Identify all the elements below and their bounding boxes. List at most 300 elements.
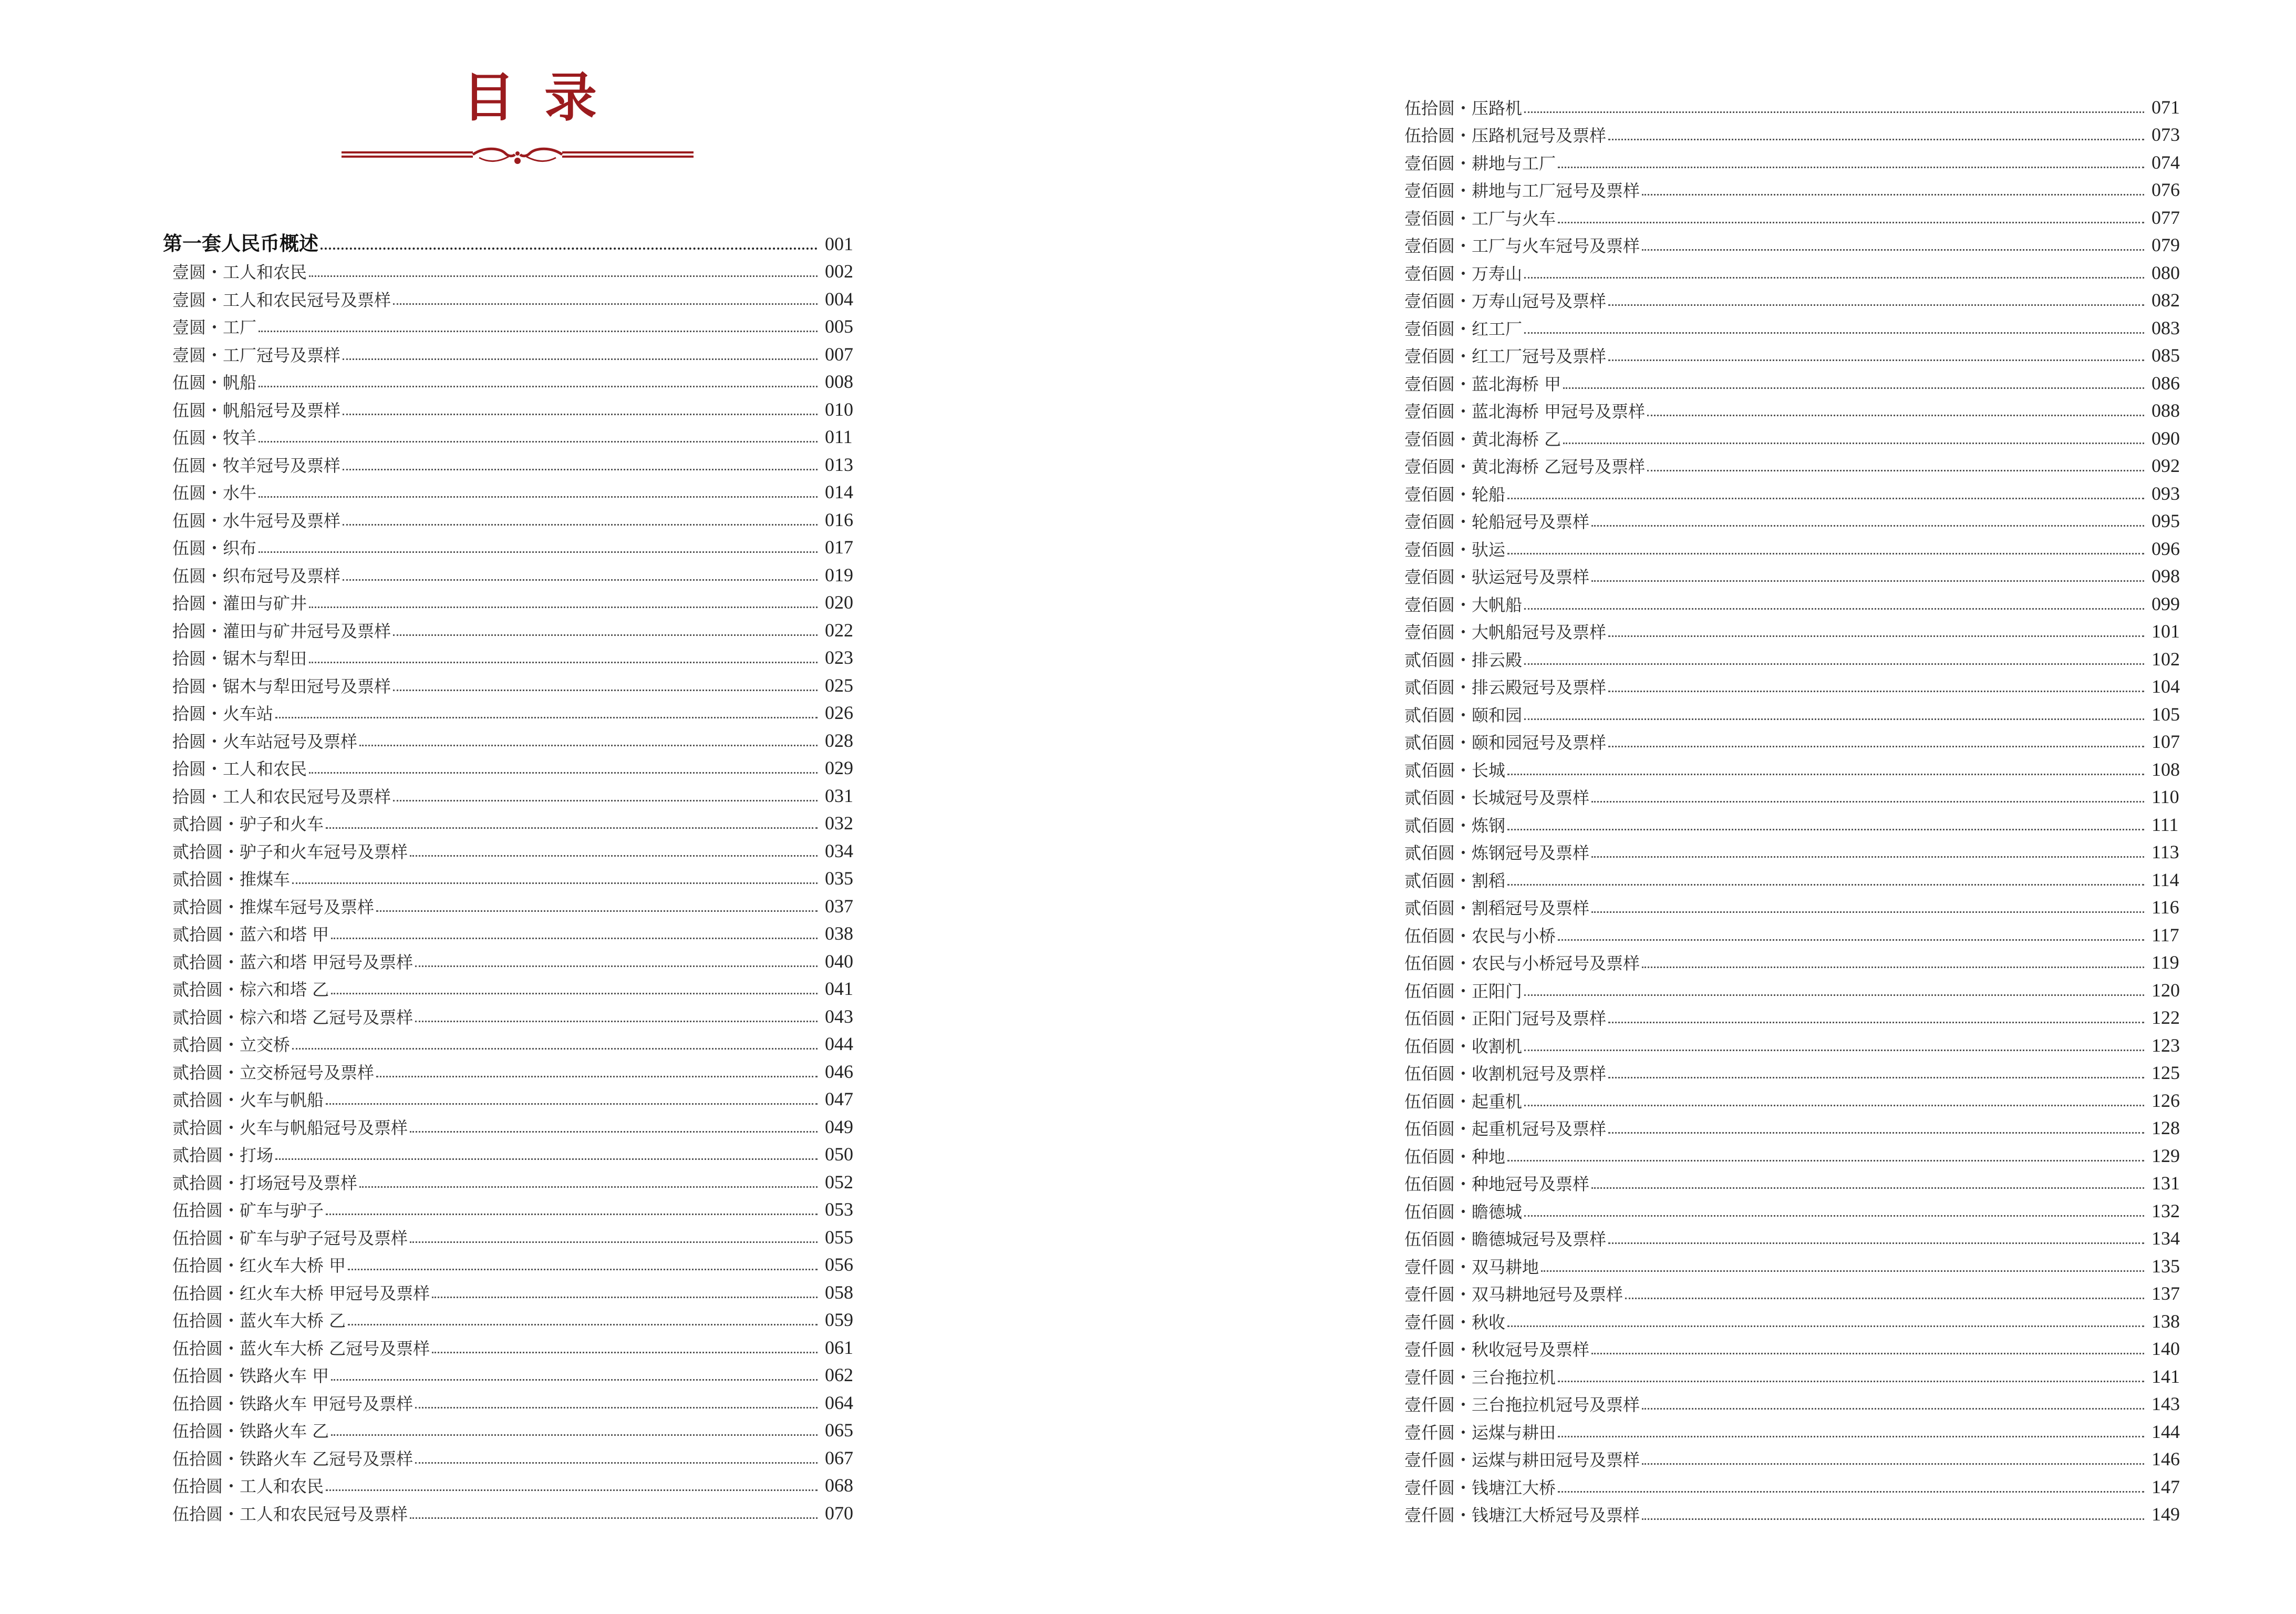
toc-entry-title: 伍拾圆・工人和农民: [172, 1476, 324, 1496]
toc-entry-page-number: 026: [825, 702, 853, 723]
toc-entry[interactable]: [163, 1000, 883, 1027]
toc-entry-title: 贰拾圆・立交桥: [172, 1035, 291, 1055]
toc-entry[interactable]: [1395, 587, 2209, 615]
toc-entry[interactable]: [163, 862, 883, 890]
toc-entry-page-number: 031: [825, 785, 853, 806]
dot-leader: [1591, 856, 2144, 858]
toc-entry-page-number: 020: [825, 592, 853, 613]
dot-leader: [1591, 1353, 2144, 1354]
toc-entry-title: 壹佰圆・黄北海桥 乙: [1404, 429, 1561, 449]
toc-entry[interactable]: [163, 889, 883, 917]
toc-entry[interactable]: [1395, 1360, 2209, 1387]
toc-entry[interactable]: [163, 255, 883, 283]
dot-leader: [292, 882, 818, 884]
dot-leader: [309, 662, 818, 663]
toc-entry-title: 伍佰圆・种地冠号及票样: [1404, 1174, 1590, 1194]
toc-entry-page-number: 137: [2152, 1283, 2180, 1304]
toc-entry[interactable]: [1395, 1332, 2209, 1360]
toc-entry[interactable]: [1395, 1167, 2209, 1195]
toc-entry[interactable]: [163, 724, 883, 752]
toc-entry[interactable]: [163, 972, 883, 1000]
toc-entry[interactable]: [163, 310, 883, 338]
toc-entry[interactable]: [1395, 918, 2209, 946]
toc-entry-page-number: 077: [2152, 207, 2180, 228]
toc-entry-title: 伍拾圆・蓝火车大桥 乙冠号及票样: [172, 1338, 430, 1359]
dot-leader: [1524, 111, 2144, 113]
dot-leader: [1591, 801, 2144, 803]
toc-entry[interactable]: [163, 1303, 883, 1331]
dot-leader: [1608, 1077, 2144, 1078]
toc-entry-title: 伍佰圆・种地: [1404, 1146, 1506, 1167]
toc-entry[interactable]: [1395, 891, 2209, 919]
toc-entry[interactable]: [1395, 256, 2209, 284]
dot-leader: [1608, 1132, 2144, 1134]
toc-entry[interactable]: [1395, 1029, 2209, 1056]
toc-entry[interactable]: [163, 1469, 883, 1497]
toc-entry-page-number: 062: [825, 1364, 853, 1385]
toc-entry-page-number: 080: [2152, 262, 2180, 283]
toc-entry[interactable]: [1395, 394, 2209, 422]
dot-leader: [410, 1131, 818, 1133]
toc-entry[interactable]: [163, 696, 883, 724]
toc-entry[interactable]: [1395, 1277, 2209, 1305]
dot-leader: [292, 1048, 818, 1050]
dot-leader: [1608, 1242, 2144, 1244]
dot-leader: [1507, 498, 2144, 499]
dot-leader: [1591, 911, 2144, 913]
dot-leader: [1507, 884, 2144, 886]
toc-entry[interactable]: [163, 337, 883, 365]
toc-entry-title: 伍拾圆・蓝火车大桥 乙: [172, 1311, 346, 1331]
dot-leader: [410, 1517, 818, 1519]
toc-entry[interactable]: [1395, 780, 2209, 808]
toc-entry-title: 贰佰圆・颐和园: [1404, 705, 1523, 725]
toc-entry-title: 伍拾圆・压路机: [1404, 98, 1523, 118]
toc-entry[interactable]: [1395, 615, 2209, 643]
toc-entry[interactable]: [1395, 90, 2209, 118]
dot-leader: [410, 855, 818, 857]
toc-entry-page-number: 029: [825, 757, 853, 778]
toc-entry-title: 贰拾圆・驴子和火车冠号及票样: [172, 841, 408, 862]
dot-leader: [1558, 939, 2144, 941]
toc-entry-title: 拾圆・火车站冠号及票样: [172, 731, 358, 752]
dot-leader: [393, 800, 818, 801]
toc-entry-title: 伍圆・织布: [172, 538, 257, 558]
dot-leader: [275, 1158, 818, 1160]
toc-entry[interactable]: [163, 282, 883, 310]
dot-leader: [1608, 746, 2144, 747]
toc-entry[interactable]: [163, 1110, 883, 1138]
toc-entry-page-number: 122: [2152, 1007, 2180, 1028]
toc-entry[interactable]: [1395, 477, 2209, 505]
toc-entry-title: 壹仟圆・双马耕地冠号及票样: [1404, 1284, 1623, 1304]
toc-entry-title: 伍拾圆・铁路火车 甲冠号及票样: [172, 1393, 413, 1414]
toc-entry[interactable]: [1395, 1222, 2209, 1250]
dot-leader: [1563, 387, 2144, 389]
toc-entry-title: 伍拾圆・压路机冠号及票样: [1404, 126, 1607, 146]
toc-entry-page-number: 025: [825, 674, 853, 696]
toc-entry-title: 贰拾圆・火车与帆船: [172, 1090, 324, 1110]
toc-entry-page-number: 085: [2152, 345, 2180, 366]
toc-entry-title: 壹佰圆・驮运冠号及票样: [1404, 567, 1590, 587]
toc-entry-title: 拾圆・灌田与矿井冠号及票样: [172, 621, 391, 641]
toc-entry-title: 贰佰圆・排云殿冠号及票样: [1404, 677, 1607, 697]
toc-entry-page-number: 119: [2152, 952, 2179, 973]
dot-leader: [432, 1352, 818, 1353]
dot-leader: [1541, 1270, 2144, 1272]
toc-entry-title: 拾圆・工人和农民: [172, 759, 307, 779]
toc-entry-title: 贰拾圆・打场冠号及票样: [172, 1173, 358, 1193]
toc-entry[interactable]: [1395, 670, 2209, 698]
toc-entry[interactable]: [1395, 753, 2209, 780]
dot-leader: [1558, 222, 2144, 223]
toc-entry-title: 第一套人民币概述: [163, 231, 318, 255]
toc-entry-page-number: 065: [825, 1420, 853, 1441]
toc-entry-page-number: 046: [825, 1061, 853, 1082]
toc-entry[interactable]: [163, 1331, 883, 1359]
toc-entry-title: 拾圆・工人和农民冠号及票样: [172, 786, 391, 807]
toc-entry-title: 贰拾圆・驴子和火车: [172, 814, 324, 834]
toc-entry[interactable]: [163, 448, 883, 476]
toc-entry-page-number: 083: [2152, 317, 2180, 338]
toc-entry[interactable]: [1395, 1304, 2209, 1332]
toc-entry-title: 壹仟圆・运煤与耕田: [1404, 1422, 1556, 1443]
toc-entry[interactable]: [1395, 505, 2209, 532]
toc-entry-page-number: 146: [2152, 1448, 2180, 1469]
title-flourish-ornament: [342, 145, 694, 166]
dot-leader: [1524, 663, 2144, 665]
dot-leader: [258, 496, 818, 498]
toc-entry[interactable]: [1395, 697, 2209, 725]
dot-leader: [1507, 829, 2144, 830]
toc-entry-page-number: 070: [825, 1502, 853, 1524]
toc-entry[interactable]: [163, 1138, 883, 1166]
toc-entry[interactable]: [163, 420, 883, 448]
dot-leader: [1507, 1325, 2144, 1327]
toc-entry-title: 壹仟圆・运煤与耕田冠号及票样: [1404, 1450, 1640, 1470]
toc-entry-title: 壹佰圆・红工厂冠号及票样: [1404, 346, 1607, 366]
toc-entry-page-number: 138: [2152, 1310, 2180, 1332]
toc-entry-title: 贰佰圆・割稻冠号及票样: [1404, 898, 1590, 918]
dot-leader: [331, 1434, 818, 1436]
dot-leader: [1608, 691, 2144, 692]
toc-entry-title: 伍圆・牧羊冠号及票样: [172, 455, 341, 476]
toc-entry-title: 伍圆・帆船: [172, 373, 257, 393]
toc-entry-title: 贰佰圆・颐和园冠号及票样: [1404, 733, 1607, 753]
toc-entry-page-number: 093: [2152, 482, 2180, 504]
toc-entry[interactable]: [1395, 284, 2209, 312]
toc-entry-title: 壹佰圆・红工厂: [1404, 318, 1523, 339]
dot-leader: [410, 1241, 818, 1243]
toc-entry[interactable]: [1395, 229, 2209, 256]
dot-leader: [359, 1186, 818, 1188]
toc-entry-page-number: 107: [2152, 731, 2180, 752]
toc-entry-page-number: 144: [2152, 1421, 2180, 1442]
toc-entry-title: 壹佰圆・耕地与工厂冠号及票样: [1404, 181, 1640, 201]
toc-entry[interactable]: [1395, 725, 2209, 753]
page-title: 目录: [462, 66, 626, 128]
dot-leader: [258, 386, 818, 387]
dot-leader: [348, 1324, 818, 1325]
toc-entry[interactable]: [1395, 339, 2209, 367]
toc-entry-title: 贰佰圆・排云殿: [1404, 650, 1523, 670]
toc-entry-page-number: 061: [825, 1337, 853, 1358]
dot-leader: [1642, 194, 2144, 196]
toc-entry[interactable]: [163, 365, 883, 393]
toc-entry-page-number: 143: [2152, 1393, 2180, 1414]
toc-entry[interactable]: [1395, 1470, 2209, 1498]
toc-entry-title: 贰拾圆・棕六和塔 乙冠号及票样: [172, 1007, 413, 1027]
toc-entry[interactable]: [163, 1055, 883, 1083]
toc-entry-title: 壹圆・工人和农民: [172, 262, 307, 282]
toc-entry[interactable]: [163, 558, 883, 586]
toc-entry[interactable]: [1395, 1056, 2209, 1084]
toc-entry[interactable]: [1395, 1415, 2209, 1443]
toc-entry[interactable]: [163, 1441, 883, 1469]
toc-entry[interactable]: [1395, 422, 2209, 449]
toc-entry[interactable]: [163, 476, 883, 503]
dot-leader: [1524, 1050, 2144, 1051]
dot-leader: [1642, 1408, 2144, 1410]
toc-entry[interactable]: [1395, 946, 2209, 974]
toc-entry[interactable]: [1395, 118, 2209, 146]
toc-entry-page-number: 034: [825, 840, 853, 861]
toc-entry-page-number: 058: [825, 1281, 853, 1303]
toc-entry-title: 伍圆・帆船冠号及票样: [172, 400, 341, 420]
dot-leader: [320, 248, 818, 250]
dot-leader: [348, 1269, 818, 1270]
toc-entry[interactable]: [1395, 366, 2209, 394]
toc-entry[interactable]: [1395, 1194, 2209, 1222]
dot-leader: [1558, 1436, 2144, 1437]
toc-entry-title: 壹佰圆・大帆船冠号及票样: [1404, 622, 1607, 642]
toc-entry-title: 壹佰圆・工厂与火车冠号及票样: [1404, 236, 1640, 256]
toc-entry-title: 壹圆・工人和农民冠号及票样: [172, 290, 391, 310]
toc-entry-page-number: 011: [825, 426, 853, 447]
toc-entry[interactable]: [163, 1220, 883, 1248]
toc-entry-page-number: 047: [825, 1088, 853, 1109]
dot-leader: [1558, 1491, 2144, 1493]
toc-entry[interactable]: [1395, 449, 2209, 477]
dot-leader: [376, 1076, 818, 1077]
toc-entry-page-number: 004: [825, 288, 853, 310]
dot-leader: [343, 524, 818, 526]
toc-entry[interactable]: [163, 1386, 883, 1414]
toc-entry-page-number: 147: [2152, 1476, 2180, 1497]
dot-leader: [1524, 277, 2144, 279]
toc-entry[interactable]: [163, 917, 883, 945]
toc-section-entry[interactable]: [163, 227, 883, 255]
dot-leader: [1625, 1298, 2144, 1299]
toc-entry-page-number: 092: [2152, 455, 2180, 476]
toc-entry[interactable]: [1395, 808, 2209, 836]
dot-leader: [1591, 1187, 2144, 1189]
toc-entry-title: 拾圆・锯木与犁田: [172, 649, 307, 669]
toc-entry-title: 壹佰圆・轮船: [1404, 484, 1506, 505]
toc-entry-page-number: 134: [2152, 1228, 2180, 1249]
dot-leader: [331, 1379, 818, 1381]
toc-entry-title: 伍佰圆・农民与小桥: [1404, 926, 1556, 946]
toc-entry-title: 拾圆・灌田与矿井: [172, 593, 307, 613]
toc-entry-page-number: 123: [2152, 1034, 2180, 1056]
toc-entry[interactable]: [1395, 642, 2209, 670]
toc-entry[interactable]: [163, 1414, 883, 1442]
toc-entry[interactable]: [1395, 1139, 2209, 1167]
toc-list-right: [1395, 90, 2209, 1525]
toc-entry[interactable]: [1395, 973, 2209, 1001]
toc-entry-page-number: 135: [2152, 1255, 2180, 1277]
dot-leader: [1591, 525, 2144, 527]
toc-entry-title: 伍圆・水牛: [172, 483, 257, 503]
toc-entry-page-number: 101: [2152, 621, 2180, 642]
dot-leader: [326, 1103, 818, 1105]
toc-entry[interactable]: [163, 752, 883, 779]
toc-entry-page-number: 008: [825, 371, 853, 392]
toc-entry[interactable]: [163, 834, 883, 862]
toc-entry[interactable]: [163, 613, 883, 641]
toc-entry[interactable]: [1395, 1498, 2209, 1526]
toc-entry-page-number: 074: [2152, 151, 2180, 173]
toc-entry-title: 壹仟圆・秋收冠号及票样: [1404, 1340, 1590, 1360]
dot-leader: [275, 717, 818, 718]
dot-leader: [415, 1407, 818, 1409]
toc-entry-title: 壹佰圆・万寿山: [1404, 263, 1523, 284]
dot-leader: [326, 827, 818, 829]
toc-entry-title: 壹佰圆・万寿山冠号及票样: [1404, 291, 1607, 311]
toc-entry-title: 贰拾圆・蓝六和塔 甲: [172, 924, 329, 944]
toc-entry-title: 壹圆・工厂: [172, 317, 257, 337]
toc-entry[interactable]: [1395, 1084, 2209, 1112]
toc-entry-page-number: 001: [825, 233, 853, 254]
toc-entry-title: 伍佰圆・正阳门: [1404, 981, 1523, 1001]
toc-entry-title: 壹佰圆・蓝北海桥 甲: [1404, 374, 1561, 394]
toc-entry[interactable]: [163, 1248, 883, 1276]
dot-leader: [1524, 1215, 2144, 1217]
toc-entry[interactable]: [1395, 1443, 2209, 1471]
dot-leader: [359, 745, 818, 746]
toc-entry[interactable]: [163, 586, 883, 614]
toc-entry-page-number: 113: [2152, 841, 2179, 862]
toc-entry-page-number: 117: [2152, 924, 2179, 945]
toc-entry[interactable]: [163, 1193, 883, 1221]
toc-entry-title: 贰拾圆・推煤车: [172, 869, 291, 889]
toc-entry-title: 贰佰圆・炼钢冠号及票样: [1404, 843, 1590, 863]
toc-entry[interactable]: [163, 1027, 883, 1055]
toc-entry-page-number: 114: [2152, 869, 2179, 890]
dot-leader: [1642, 967, 2144, 968]
toc-entry-page-number: 090: [2152, 427, 2180, 449]
toc-entry[interactable]: [163, 944, 883, 972]
toc-entry-page-number: 053: [825, 1199, 853, 1220]
toc-entry-title: 伍佰圆・收割机冠号及票样: [1404, 1064, 1607, 1084]
toc-entry-page-number: 014: [825, 481, 853, 502]
toc-entry-page-number: 079: [2152, 234, 2180, 255]
toc-entry[interactable]: [1395, 201, 2209, 229]
toc-entry[interactable]: [163, 393, 883, 420]
toc-entry[interactable]: [163, 1276, 883, 1303]
toc-entry[interactable]: [1395, 146, 2209, 173]
dot-leader: [331, 938, 818, 939]
toc-entry[interactable]: [163, 1083, 883, 1111]
toc-entry-title: 贰拾圆・火车与帆船冠号及票样: [172, 1117, 408, 1138]
toc-entry-title: 贰拾圆・推煤车冠号及票样: [172, 897, 375, 917]
toc-entry-page-number: 111: [2152, 814, 2179, 835]
dot-leader: [1558, 167, 2144, 168]
dot-leader: [393, 634, 818, 636]
toc-entry[interactable]: [163, 503, 883, 531]
toc-entry[interactable]: [1395, 836, 2209, 863]
toc-entry-title: 壹仟圆・三台拖拉机冠号及票样: [1404, 1395, 1640, 1415]
toc-entry-page-number: 059: [825, 1309, 853, 1330]
dot-leader: [1608, 635, 2144, 637]
toc-entry-page-number: 041: [825, 978, 853, 999]
toc-entry-page-number: 110: [2152, 786, 2179, 807]
toc-entry[interactable]: [163, 1165, 883, 1193]
toc-entry-title: 壹佰圆・驮运: [1404, 539, 1506, 560]
toc-entry-page-number: 076: [2152, 179, 2180, 200]
dot-leader: [1524, 718, 2144, 720]
toc-entry[interactable]: [1395, 1249, 2209, 1277]
toc-entry[interactable]: [163, 779, 883, 807]
toc-entry-title: 伍佰圆・起重机冠号及票样: [1404, 1119, 1607, 1139]
toc-entry-title: 伍圆・牧羊: [172, 428, 257, 448]
toc-entry[interactable]: [1395, 311, 2209, 339]
dot-leader: [415, 1021, 818, 1022]
dot-leader: [1563, 443, 2144, 444]
toc-entry-title: 壹仟圆・钱塘江大桥: [1404, 1477, 1556, 1498]
dot-leader: [1591, 580, 2144, 582]
toc-entry-page-number: 040: [825, 950, 853, 972]
toc-entry[interactable]: [163, 1496, 883, 1524]
toc-entry-page-number: 022: [825, 619, 853, 641]
toc-entry-page-number: 126: [2152, 1089, 2180, 1111]
dot-leader: [1524, 994, 2144, 996]
toc-entry-title: 伍佰圆・正阳门冠号及票样: [1404, 1009, 1607, 1029]
dot-leader: [1507, 1160, 2144, 1161]
toc-entry-title: 伍佰圆・农民与小桥冠号及票样: [1404, 953, 1640, 973]
toc-entry[interactable]: [1395, 1387, 2209, 1415]
dot-leader: [343, 469, 818, 470]
toc-entry-title: 壹佰圆・蓝北海桥 甲冠号及票样: [1404, 402, 1646, 422]
dot-leader: [376, 910, 818, 912]
toc-entry[interactable]: [163, 641, 883, 669]
toc-entry-page-number: 068: [825, 1475, 853, 1496]
toc-entry-title: 壹佰圆・大帆船: [1404, 594, 1523, 615]
toc-entry[interactable]: [163, 531, 883, 559]
toc-entry-title: 拾圆・火车站: [172, 704, 274, 724]
toc-entry-title: 壹仟圆・双马耕地: [1404, 1257, 1539, 1277]
toc-entry[interactable]: [1395, 863, 2209, 891]
toc-entry-title: 壹佰圆・轮船冠号及票样: [1404, 512, 1590, 532]
toc-entry[interactable]: [1395, 1112, 2209, 1139]
toc-entry-page-number: 007: [825, 343, 853, 365]
toc-entry[interactable]: [163, 807, 883, 835]
toc-entry[interactable]: [1395, 1001, 2209, 1029]
toc-entry[interactable]: [1395, 560, 2209, 588]
toc-entry-page-number: 005: [825, 316, 853, 337]
toc-entry[interactable]: [163, 1359, 883, 1386]
toc-entry-page-number: 002: [825, 261, 853, 282]
toc-entry-page-number: 067: [825, 1447, 853, 1468]
toc-entry[interactable]: [1395, 173, 2209, 201]
toc-entry[interactable]: [1395, 532, 2209, 560]
dot-leader: [1524, 1105, 2144, 1106]
dot-leader: [1507, 774, 2144, 775]
toc-entry-page-number: 125: [2152, 1062, 2180, 1083]
toc-entry-page-number: 028: [825, 729, 853, 751]
toc-entry-page-number: 104: [2152, 676, 2180, 697]
toc-entry[interactable]: [163, 669, 883, 696]
